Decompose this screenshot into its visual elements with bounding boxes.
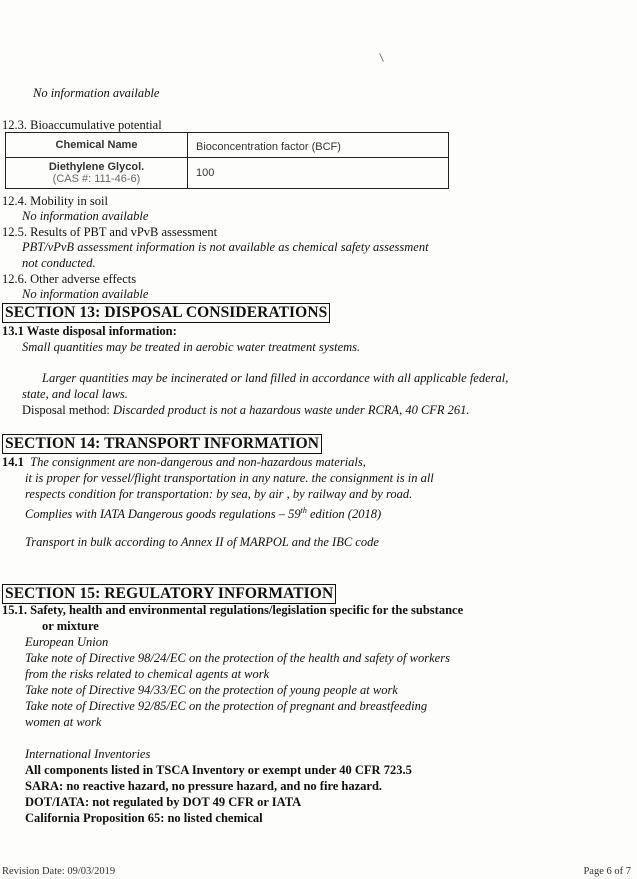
- no-info-text: No information available: [22, 287, 149, 301]
- transport-text: it is proper for vessel/flight transportation in any nature. the consignment is in all: [25, 471, 434, 485]
- dot-iata-text: DOT/IATA: not regulated by DOT 49 CFR or IATA: [25, 795, 302, 809]
- chemical-name: Diethylene Glycol.: [48, 161, 145, 173]
- sara-text: SARA: no reactive hazard, no pressure hazard, and no fire hazard.: [25, 779, 383, 793]
- international-inventories-label: International Inventories: [25, 747, 151, 761]
- no-info-text: No information available: [22, 209, 149, 223]
- bcf-value: 100: [188, 158, 449, 189]
- section-13-subheading: 13.1 Waste disposal information:: [2, 324, 177, 338]
- pbt-text: not conducted.: [22, 256, 96, 270]
- directive-text: from the risks related to chemical agents at work: [25, 667, 270, 681]
- page-number: Page 6 of 7: [583, 866, 631, 877]
- no-info-text: No information available: [33, 86, 160, 100]
- bcf-header: Bioconcentration factor (BCF): [188, 133, 449, 158]
- transport-text: The consignment are non-dangerous and non-hazardous materials,: [30, 455, 366, 469]
- cas-number: (CAS #: 111-46-6): [52, 173, 141, 185]
- disposal-method: [22, 403, 470, 418]
- disposal-text: Small quantities may be treated in aerobic water treatment systems.: [22, 340, 361, 354]
- bcf-table: [5, 132, 449, 189]
- directive-text: Take note of Directive 92/85/EC on the protection of pregnant and breastfeeding: [25, 699, 428, 713]
- transport-number: 14.1: [2, 455, 24, 469]
- disposal-method-label: Disposal method:: [22, 403, 110, 417]
- iata-text-a: Complies with IATA Dangerous goods regulations – 59: [25, 507, 301, 522]
- section-15-subheading: or mixture: [42, 619, 99, 633]
- transport-text: Transport in bulk according to Annex II of MARPOL and the IBC code: [25, 535, 379, 549]
- tsca-text: All components listed in TSCA Inventory or exempt under 40 CFR 723.5: [25, 763, 412, 777]
- disposal-method-text: Discarded product is not a hazardous waste under RCRA, 40 CFR 261.: [109, 403, 470, 417]
- disposal-text: Larger quantities may be incinerated or land filled in accordance with all applicable federal,: [42, 371, 509, 385]
- pbt-text: PBT/vPvB assessment information is not available as chemical safety assessment: [22, 240, 429, 254]
- disposal-text: state, and local laws.: [22, 387, 128, 401]
- bioaccumulative-heading: 12.3. Bioaccumulative potential: [2, 118, 162, 132]
- transport-text: respects condition for transportation: by sea, by air , by railway and by road.: [25, 487, 413, 501]
- other-effects-heading: 12.6. Other adverse effects: [2, 272, 137, 286]
- pbt-heading: 12.5. Results of PBT and vPvB assessment: [2, 225, 218, 239]
- table-row: [6, 158, 449, 189]
- iata-sup: th: [300, 506, 307, 515]
- table-header-row: [6, 133, 449, 158]
- mobility-heading: 12.4. Mobility in soil: [2, 194, 108, 208]
- transport-item: [2, 455, 366, 470]
- iata-text: [25, 503, 381, 522]
- directive-text: women at work: [25, 715, 102, 729]
- iata-text-b: edition (2018): [306, 507, 382, 522]
- european-union-label: European Union: [25, 635, 109, 649]
- chemical-name-header: Chemical Name: [6, 133, 188, 158]
- section-14-title: SECTION 14: TRANSPORT INFORMATION: [2, 434, 322, 454]
- directive-text: Take note of Directive 98/24/EC on the protection of the health and safety of workers: [25, 651, 450, 665]
- chemical-name-cell: [6, 158, 188, 189]
- section-15-subheading: 15.1. Safety, health and environmental regulations/legislation specific for the substance: [2, 603, 464, 617]
- revision-date: Revision Date: 09/03/2019: [2, 866, 116, 877]
- scan-mark: [379, 53, 384, 62]
- section-15-title: SECTION 15: REGULATORY INFORMATION: [2, 584, 336, 604]
- directive-text: Take note of Directive 94/33/EC on the protection of young people at work: [25, 683, 398, 697]
- california-prop65-text: California Proposition 65: no listed chemical: [25, 811, 263, 825]
- section-13-title: SECTION 13: DISPOSAL CONSIDERATIONS: [2, 303, 330, 323]
